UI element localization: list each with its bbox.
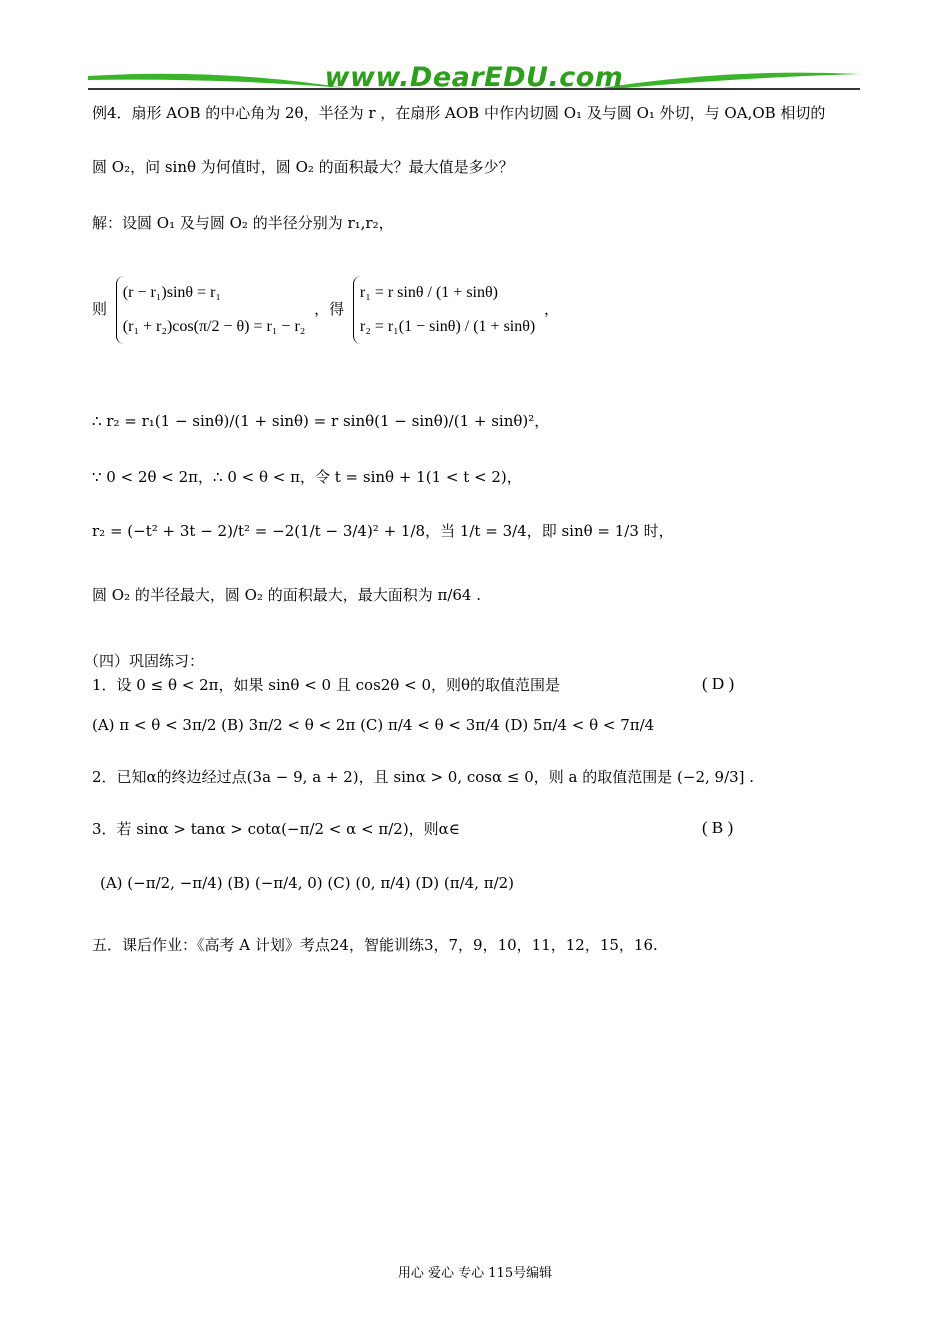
equation-system-left <box>116 276 306 344</box>
therefore-line: ∴ r₂ = r₁(1 − sinθ)/(1 + sinθ) = r sinθ(1 − sinθ)/(1 + sinθ)²， <box>92 412 550 430</box>
question-2: 2．已知α的终边经过点(3a − 9, a + 2)，且 sinα > 0, cosα ≤ 0，则 a 的取值范围是 (−2, 9/3] . <box>92 768 755 786</box>
question-1-answer: ( D ) <box>702 674 735 693</box>
question-3-options: (A) (−π/2, −π/4) (B) (−π/4, 0) (C) (0, π/4) (D) (π/4, π/2) <box>100 874 515 892</box>
example-statement-line1: 例4．扇形 AOB 的中心角为 2θ，半径为 r ，在扇形 AOB 中作内切圆 O₁ 及与圆 O₁ 外切，与 OA,OB 相切的 <box>92 104 826 122</box>
homework-line: 五．课后作业：《高考 A 计划》考点24，智能训练3，7，9，10，11，12，15，16. <box>92 936 658 954</box>
because-line: ∵ 0 < 2θ < 2π，∴ 0 < θ < π，令 t = sinθ + 1(1 < t < 2)， <box>92 468 522 486</box>
solution-intro: 解：设圆 O₁ 及与圆 O₂ 的半径分别为 r₁,r₂， <box>92 214 394 232</box>
question-3-answer: ( B ) <box>702 818 734 837</box>
equation-system-right <box>353 276 535 344</box>
site-logo: www.DearEDU.com <box>324 62 624 93</box>
question-1: 1．设 0 ≤ θ < 2π，如果 sinθ < 0 且 cos2θ < 0，则θ的取值范围是 <box>92 676 561 694</box>
then-label: 则 <box>92 300 108 318</box>
result-equation-2: r₂ = r₁(1 − sinθ) / (1 + sinθ) <box>359 318 536 335</box>
conclusion-line: 圆 O₂ 的半径最大，圆 O₂ 的面积最大，最大面积为 π/64 . <box>92 586 481 604</box>
system-equation-2: (r₁ + r₂)cos(π/2 − θ) = r₁ − r₂ <box>122 318 306 335</box>
question-3: 3．若 sinα > tanα > cotα(−π/2 < α < π/2)，则α∈ <box>92 820 460 838</box>
page-footer: 用心 爱心 专心 115号编辑 <box>397 1266 553 1281</box>
system-equation-1: (r − r₁)sinθ = r₁ <box>122 284 221 301</box>
example-statement-line2: 圆 O₂，问 sinθ 为何值时，圆 O₂ 的面积最大？最大值是多少？ <box>92 158 514 176</box>
r2-expression-line: r₂ = (−t² + 3t − 2)/t² = −2(1/t − 3/4)² + 1/8，当 1/t = 3/4，即 sinθ = 1/3 时， <box>92 522 674 540</box>
get-label: ，得 <box>314 300 345 318</box>
equation-system-row: 则 (r − r₁)sinθ = r₁ (r₁ + r₂)cos(π/2 − θ) = r₁ − r₂ ，得 r₁ = r sinθ / (1 + sinθ) r₂ = r₁(1 − sinθ) / (1 + sinθ) ， <box>92 276 559 344</box>
question-1-options: (A) π < θ < 3π/2 (B) 3π/2 < θ < 2π (C) π/4 < θ < 3π/4 (D) 5π/4 < θ < 7π/4 <box>92 716 655 734</box>
result-equation-1: r₁ = r sinθ / (1 + sinθ) <box>359 284 498 301</box>
practice-title: （四）巩固练习： <box>84 652 205 670</box>
page-header <box>88 62 860 102</box>
